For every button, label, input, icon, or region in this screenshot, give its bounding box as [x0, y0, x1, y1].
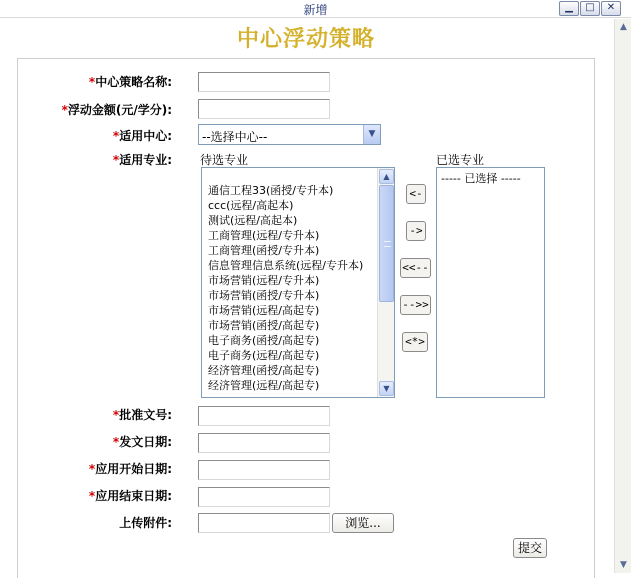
- swap-button[interactable]: <*>: [402, 332, 428, 352]
- list-item[interactable]: 测试(远程/高起本): [208, 214, 298, 227]
- list-item[interactable]: 工商管理(函授/专升本): [208, 244, 320, 257]
- grip-icon: [384, 241, 391, 247]
- scroll-up-icon[interactable]: ▲: [620, 22, 627, 32]
- required-mark: *: [112, 408, 120, 422]
- float-amount-label: *浮动金额(元/学分):: [61, 103, 172, 117]
- list-item[interactable]: 工商管理(远程/专升本): [208, 229, 320, 242]
- required-mark: *: [61, 103, 68, 117]
- policy-name-label: *中心策略名称:: [88, 75, 172, 89]
- window-titlebar: [0, 0, 631, 18]
- list-item[interactable]: 电子商务(远程/高起专): [208, 349, 320, 362]
- end-date-label: *应用结束日期:: [88, 489, 172, 503]
- list-item[interactable]: 市场营销(函授/专升本): [208, 289, 320, 302]
- submit-button[interactable]: 提交: [513, 538, 547, 558]
- page-scrollbar[interactable]: [614, 19, 631, 573]
- scroll-down-icon[interactable]: ▼: [620, 560, 627, 570]
- list-item[interactable]: 市场营销(远程/高起专): [208, 304, 320, 317]
- move-all-left-button[interactable]: <<--: [400, 258, 431, 278]
- list-item[interactable]: 市场营销(函授/高起专): [208, 319, 320, 332]
- move-left-button[interactable]: <-: [406, 184, 426, 204]
- move-all-right-button[interactable]: -->>: [400, 295, 431, 315]
- float-amount-input[interactable]: [198, 99, 330, 119]
- selected-majors-list[interactable]: [436, 167, 545, 398]
- list-item[interactable]: 通信工程33(函授/专升本): [208, 184, 334, 197]
- pending-majors-list[interactable]: [201, 167, 395, 398]
- list-item[interactable]: 信息管理信息系统(远程/专升本): [208, 259, 364, 272]
- scroll-thumb[interactable]: [379, 185, 394, 302]
- browse-button[interactable]: 浏览...: [332, 513, 394, 533]
- required-mark: *: [112, 153, 120, 167]
- chevron-down-icon[interactable]: ▼: [363, 125, 380, 144]
- end-date-input[interactable]: [198, 487, 330, 507]
- window-controls: [559, 1, 621, 16]
- center-select-value: --选择中心--: [202, 130, 268, 144]
- required-mark: *: [112, 435, 120, 449]
- attachment-label: 上传附件:: [119, 516, 172, 530]
- issue-date-input[interactable]: [198, 433, 330, 453]
- list-scrollbar[interactable]: [377, 168, 394, 397]
- start-date-input[interactable]: [198, 460, 330, 480]
- list-item[interactable]: 经济管理(函授/高起专): [208, 364, 320, 377]
- start-date-label: *应用开始日期:: [88, 462, 172, 476]
- major-label: *适用专业:: [112, 153, 172, 167]
- required-mark: *: [112, 129, 120, 143]
- list-item[interactable]: 电子商务(函授/高起专): [208, 334, 320, 347]
- center-label: *适用中心:: [112, 129, 172, 143]
- list-item[interactable]: 经济管理(远程/高起专): [208, 379, 320, 392]
- maximize-icon[interactable]: □: [580, 1, 600, 16]
- window-title: 新增: [303, 3, 328, 17]
- center-select[interactable]: [198, 124, 381, 145]
- approval-no-input[interactable]: [198, 406, 330, 426]
- scroll-down-icon[interactable]: ▼: [379, 381, 394, 396]
- policy-name-input[interactable]: [198, 72, 330, 92]
- move-right-button[interactable]: ->: [406, 221, 426, 241]
- close-icon[interactable]: ✕: [601, 1, 621, 16]
- required-mark: *: [88, 75, 96, 89]
- minimize-icon[interactable]: ▁: [559, 1, 579, 16]
- attachment-path-input[interactable]: [198, 513, 330, 533]
- required-mark: *: [88, 462, 96, 476]
- list-item[interactable]: ccc(远程/高起本): [208, 199, 294, 212]
- list-item[interactable]: ----- 已选择 -----: [441, 172, 521, 185]
- approval-no-label: *批准文号:: [112, 408, 172, 422]
- pending-items: [208, 183, 363, 393]
- page-title: 中心浮动策略: [236, 26, 375, 52]
- required-mark: *: [88, 489, 96, 503]
- list-item[interactable]: 市场营销(远程/专升本): [208, 274, 320, 287]
- selected-majors-header: 已选专业: [436, 153, 485, 167]
- scroll-up-icon[interactable]: ▲: [379, 169, 394, 184]
- selected-items: [441, 171, 521, 186]
- issue-date-label: *发文日期:: [112, 435, 172, 449]
- pending-majors-header: 待选专业: [200, 153, 249, 167]
